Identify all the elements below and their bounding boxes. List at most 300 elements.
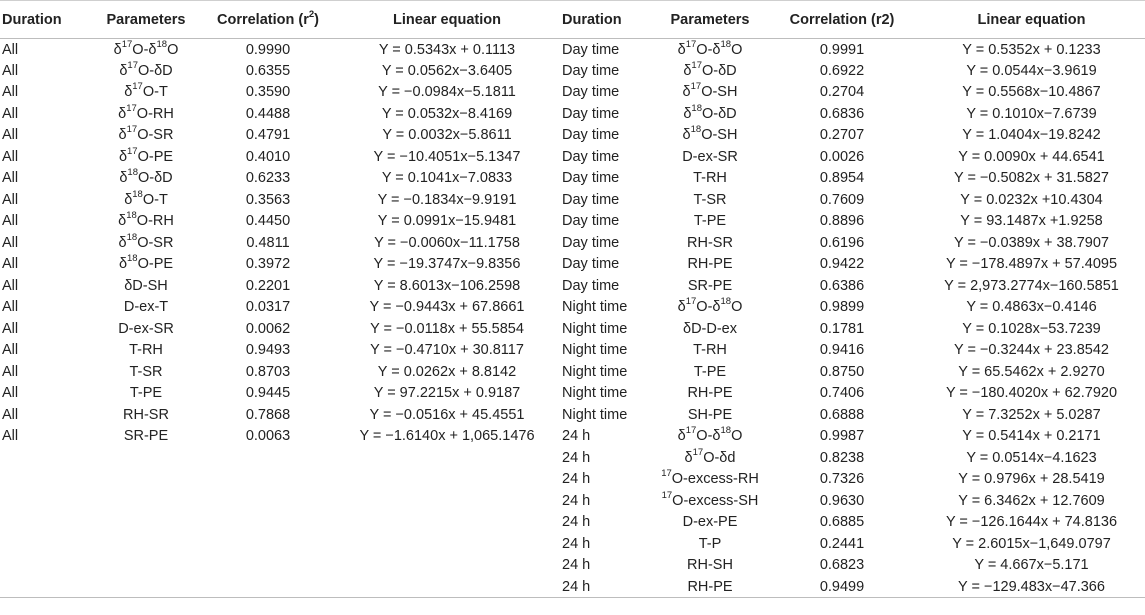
duration-cell: All	[2, 41, 19, 58]
table-row	[0, 275, 1145, 297]
parameter-text: O-δ	[696, 428, 721, 445]
isotope-mass: 17	[126, 124, 138, 136]
parameter-text: O-SH	[701, 84, 738, 101]
isotope-mass: 18	[156, 38, 168, 50]
isotope-mass: 17	[691, 59, 702, 71]
parameter-text: O-δ	[132, 41, 157, 58]
parameter-cell	[654, 103, 766, 125]
correlation-cell: 0.3972	[245, 256, 291, 273]
equation-cell: Y = 0.1028x−53.7239	[962, 320, 1101, 337]
table-row	[0, 426, 1145, 448]
parameter-text: T-RH	[693, 170, 727, 187]
isotope-mass: 17	[685, 38, 697, 50]
table-row	[0, 125, 1145, 147]
isotope-mass: 18	[720, 425, 732, 437]
parameter-text: RH-PE	[687, 578, 733, 595]
parameter-text: RH-PE	[687, 385, 733, 402]
duration-cell: Night time	[562, 363, 628, 380]
parameter-cell	[90, 297, 202, 319]
equation-cell: Y = −0.3244x + 23.8542	[954, 342, 1109, 359]
parameter-cell	[90, 146, 202, 168]
isotope-mass: 18	[126, 231, 138, 243]
equation-cell: Y = −178.4897x + 57.4095	[945, 256, 1118, 273]
equation-cell: Y = −10.4051x−5.1347	[373, 148, 521, 165]
parameter-cell	[90, 383, 202, 405]
equation-cell: Y = 7.3252x + 5.0287	[962, 406, 1101, 423]
delta-symbol: δ	[118, 234, 127, 251]
correlation-cell: 0.8238	[819, 449, 865, 466]
equation-cell: Y = 2,973.2774x−160.5851	[944, 277, 1119, 294]
duration-cell: Day time	[562, 105, 620, 122]
correlation-cell: 0.2441	[819, 535, 865, 552]
duration-cell: Day time	[562, 148, 620, 165]
correlation-cell: 0.9422	[819, 256, 865, 273]
correlation-cell: 0.9987	[819, 428, 865, 445]
equation-cell: Y = 8.6013x−106.2598	[373, 277, 521, 294]
table-row	[0, 232, 1145, 254]
delta-symbol: δ	[113, 41, 122, 58]
parameter-text: D-ex-PE	[682, 514, 738, 531]
duration-cell: All	[2, 234, 19, 251]
table-row	[0, 60, 1145, 82]
correlation-cell: 0.9493	[245, 342, 291, 359]
parameter-text: O-T	[142, 191, 168, 208]
delta-symbol: δ	[683, 62, 692, 79]
header-equation-left: Linear equation	[393, 11, 501, 28]
parameter-cell	[654, 426, 766, 448]
parameter-cell	[90, 82, 202, 104]
equation-cell: Y = 93.1487x +1.9258	[960, 213, 1103, 230]
duration-cell: Day time	[562, 170, 620, 187]
correlation-cell: 0.9445	[245, 385, 291, 402]
isotope-mass: 17	[127, 59, 138, 71]
isotope-mass: 18	[720, 38, 732, 50]
parameter-text: O-RH	[136, 105, 174, 122]
parameter-text: SR-PE	[123, 428, 169, 445]
delta-symbol: δ	[677, 299, 686, 316]
parameter-text: O-PE	[137, 148, 174, 165]
delta-symbol: δ	[124, 191, 133, 208]
table-row	[0, 82, 1145, 104]
parameter-text: SR-PE	[687, 277, 733, 294]
duration-cell: Day time	[562, 234, 620, 251]
duration-cell: Night time	[562, 385, 628, 402]
delta-symbol: δ	[682, 127, 691, 144]
delta-symbol: δ	[684, 449, 693, 466]
parameter-text: O	[167, 41, 179, 58]
isotope-mass: 17	[661, 489, 673, 501]
parameter-cell	[90, 576, 202, 598]
correlation-cell	[202, 533, 334, 555]
delta-symbol: δ	[118, 256, 128, 273]
parameter-cell	[654, 39, 766, 61]
correlation-cell: 0.6922	[819, 62, 865, 79]
equation-cell: Y = 0.0532x−8.4169	[381, 105, 513, 122]
parameter-cell	[654, 383, 766, 405]
duration-cell: 24 h	[562, 428, 591, 445]
duration-cell	[0, 533, 90, 555]
parameter-cell	[654, 82, 766, 104]
duration-cell: Day time	[562, 84, 620, 101]
parameter-text: δD-D-ex	[683, 320, 737, 337]
equation-cell: Y = 6.3462x + 12.7609	[958, 492, 1105, 509]
duration-cell: All	[2, 299, 19, 316]
parameter-cell	[90, 125, 202, 147]
isotope-mass: 17	[685, 296, 697, 308]
table-row	[0, 254, 1145, 276]
isotope-mass: 17	[661, 468, 672, 480]
correlation-cell: 0.6885	[819, 514, 865, 531]
correlation-cell	[202, 469, 334, 491]
parameter-cell	[90, 533, 202, 555]
correlation-cell: 0.9499	[819, 578, 865, 595]
parameter-text: RH-PE	[687, 256, 733, 273]
delta-symbol: δ	[677, 428, 686, 445]
parameter-text: O-excess-RH	[671, 471, 759, 488]
correlation-cell: 0.4811	[246, 234, 290, 251]
isotope-mass: 17	[127, 145, 138, 157]
parameter-cell	[90, 60, 202, 82]
equation-cell: Y = −0.4710x + 30.8117	[370, 342, 524, 359]
duration-cell: Day time	[562, 41, 620, 58]
equation-cell	[334, 576, 560, 598]
equation-cell: Y = 2.6015x−1,649.0797	[952, 535, 1111, 552]
duration-cell: All	[2, 191, 19, 208]
duration-cell	[0, 447, 90, 469]
correlation-cell: 0.6196	[819, 234, 865, 251]
parameter-cell	[90, 469, 202, 491]
parameter-text: T-PE	[693, 213, 727, 230]
table-row	[0, 512, 1145, 534]
duration-cell: All	[2, 256, 19, 273]
equation-cell: Y = 0.9796x + 28.5419	[958, 471, 1105, 488]
isotope-mass: 18	[127, 253, 138, 265]
duration-cell: All	[2, 363, 19, 380]
equation-cell: Y = −180.4020x + 62.7920	[945, 385, 1118, 402]
parameter-text: O-PE	[137, 256, 174, 273]
parameter-cell	[654, 168, 766, 190]
parameter-cell	[654, 125, 766, 147]
correlation-cell: 0.2704	[819, 84, 865, 101]
correlation-cell: 0.2707	[819, 127, 865, 144]
parameter-text: RH-SR	[123, 406, 169, 423]
isotope-mass: 17	[132, 81, 143, 93]
correlation-cell: 0.6888	[819, 406, 865, 423]
header-corr-tail: )	[314, 11, 319, 28]
parameter-text: δD-SH	[124, 277, 168, 294]
table-row	[0, 146, 1145, 168]
duration-cell: 24 h	[562, 514, 591, 531]
table-row	[0, 297, 1145, 319]
correlation-cell: 0.0062	[245, 320, 291, 337]
equation-cell: Y = 0.0032x−5.8611	[382, 127, 512, 144]
delta-symbol: δ	[118, 127, 127, 144]
duration-cell: Day time	[562, 62, 620, 79]
duration-cell	[0, 490, 90, 512]
isotope-mass: 17	[690, 81, 702, 93]
table-row	[0, 447, 1145, 469]
table-row	[0, 168, 1145, 190]
equation-cell: Y = 4.667x−5.171	[974, 557, 1089, 574]
equation-cell: Y = 0.0232x +10.4304	[960, 191, 1103, 208]
correlation-cell	[202, 576, 334, 598]
equation-cell: Y = −0.0516x + 45.4551	[369, 406, 525, 423]
equation-cell: Y = −0.1834x−9.9191	[377, 191, 517, 208]
parameter-text: RH-SR	[687, 234, 733, 251]
equation-cell: Y = −0.0118x + 55.5854	[370, 320, 524, 337]
duration-cell: Night time	[562, 320, 628, 337]
table-row	[0, 318, 1145, 340]
delta-symbol: δ	[118, 105, 127, 122]
correlation-cell: 0.0063	[245, 428, 291, 445]
parameter-cell	[90, 340, 202, 362]
parameter-cell	[90, 447, 202, 469]
parameter-cell	[90, 426, 202, 448]
duration-cell: 24 h	[562, 471, 591, 488]
parameter-cell	[654, 211, 766, 233]
parameter-cell	[90, 318, 202, 340]
correlation-cell: 0.8750	[819, 363, 865, 380]
equation-cell: Y = −0.0060x−11.1758	[374, 234, 520, 251]
parameter-text: T-PE	[693, 363, 727, 380]
equation-cell: Y = 1.0404x−19.8242	[962, 127, 1101, 144]
correlation-cell: 0.9630	[819, 492, 865, 509]
equation-cell: Y = −0.9443x + 67.8661	[369, 299, 525, 316]
table-row	[0, 340, 1145, 362]
correlation-cell: 0.4488	[245, 105, 291, 122]
correlation-cell	[202, 512, 334, 534]
parameter-cell	[654, 189, 766, 211]
parameter-text: O-SR	[137, 234, 174, 251]
duration-cell	[0, 469, 90, 491]
correlation-cell: 0.6823	[819, 557, 865, 574]
parameter-cell	[654, 60, 766, 82]
parameter-cell	[654, 490, 766, 512]
table-row	[0, 189, 1145, 211]
header-duration-left: Duration	[2, 11, 62, 28]
parameter-text: T-P	[698, 535, 722, 552]
parameter-cell	[654, 232, 766, 254]
parameter-text: O-RH	[136, 213, 174, 230]
parameter-cell	[90, 103, 202, 125]
correlation-cell: 0.9991	[819, 41, 865, 58]
isotope-mass: 17	[692, 446, 704, 458]
equation-cell	[334, 447, 560, 469]
duration-cell: All	[2, 428, 19, 445]
parameter-cell	[654, 297, 766, 319]
parameter-text: O-δ	[696, 41, 721, 58]
equation-cell: Y = 97.2215x + 0.9187	[373, 385, 521, 402]
table-row	[0, 211, 1145, 233]
correlation-cell: 0.7406	[819, 385, 865, 402]
parameter-text: O-δD	[702, 105, 737, 122]
parameter-cell	[654, 146, 766, 168]
header-row	[0, 1, 1145, 39]
table-row	[0, 383, 1145, 405]
equation-cell: Y = 0.0262x + 8.8142	[377, 363, 517, 380]
duration-cell: Day time	[562, 256, 620, 273]
equation-cell: Y = 0.4863x−0.4146	[966, 299, 1097, 316]
table-row	[0, 404, 1145, 426]
parameter-cell	[90, 404, 202, 426]
table-body	[0, 39, 1145, 598]
equation-cell	[334, 512, 560, 534]
parameter-text: D-ex-T	[123, 299, 169, 316]
parameter-text: O-δD	[138, 170, 173, 187]
parameter-cell	[90, 211, 202, 233]
parameter-text: SH-PE	[687, 406, 733, 423]
delta-symbol: δ	[118, 213, 127, 230]
duration-cell: All	[2, 62, 19, 79]
correlation-cell	[202, 555, 334, 577]
duration-cell: All	[2, 320, 19, 337]
duration-cell: Night time	[562, 406, 628, 423]
equation-cell	[334, 490, 560, 512]
delta-symbol: δ	[677, 41, 686, 58]
correlation-cell: 0.6386	[819, 277, 865, 294]
duration-cell	[0, 576, 90, 598]
parameter-cell	[654, 447, 766, 469]
parameter-text: RH-SH	[687, 557, 733, 574]
isotope-mass: 18	[126, 210, 137, 222]
header-parameters-left: Parameters	[106, 11, 186, 28]
equation-cell: Y = 0.0991x−15.9481	[377, 213, 517, 230]
header-corr-text: Correlation (r	[217, 11, 309, 28]
table-row	[0, 361, 1145, 383]
parameter-text: T-RH	[693, 342, 727, 359]
delta-symbol: δ	[119, 170, 128, 187]
duration-cell	[0, 512, 90, 534]
parameter-cell	[654, 555, 766, 577]
parameter-text: O-δ	[696, 299, 721, 316]
duration-cell: Day time	[562, 191, 620, 208]
duration-cell: Day time	[562, 277, 620, 294]
header-corr-sup: 2	[308, 8, 315, 20]
equation-cell: Y = 0.5568x−10.4867	[962, 84, 1101, 101]
parameter-cell	[654, 361, 766, 383]
correlation-cell: 0.8703	[245, 363, 291, 380]
isotope-mass: 18	[127, 167, 138, 179]
correlation-cell: 0.4791	[245, 127, 291, 144]
equation-cell: Y = −19.3747x−9.8356	[373, 256, 521, 273]
equation-cell: Y = 0.0514x−4.1623	[966, 449, 1097, 466]
correlation-cell: 0.6355	[245, 62, 291, 79]
correlation-cell: 0.8954	[819, 170, 865, 187]
correlation-cell: 0.7609	[819, 191, 865, 208]
duration-cell: All	[2, 170, 19, 187]
equation-cell	[334, 555, 560, 577]
parameter-text: O	[731, 428, 743, 445]
isotope-mass: 18	[132, 188, 143, 200]
duration-cell: 24 h	[562, 578, 591, 595]
table-row	[0, 469, 1145, 491]
duration-cell: All	[2, 385, 19, 402]
equation-cell: Y = 0.5414x + 0.2171	[962, 428, 1101, 445]
delta-symbol: δ	[119, 62, 128, 79]
table-row	[0, 39, 1145, 61]
parameter-cell	[654, 318, 766, 340]
table-row	[0, 103, 1145, 125]
parameter-cell	[654, 512, 766, 534]
parameter-cell	[90, 275, 202, 297]
parameter-text: O-excess-SH	[672, 492, 759, 509]
duration-cell: All	[2, 84, 19, 101]
correlation-cell: 0.4450	[245, 213, 291, 230]
delta-symbol: δ	[118, 148, 128, 165]
parameter-text: T-SR	[693, 191, 727, 208]
parameter-cell	[654, 404, 766, 426]
parameter-text: O-SH	[701, 127, 738, 144]
correlation-cell: 0.7868	[245, 406, 291, 423]
correlation-cell: 0.3563	[245, 191, 291, 208]
correlation-cell: 0.6233	[245, 170, 291, 187]
isotope-mass: 17	[121, 38, 133, 50]
parameter-text: D-ex-SR	[682, 148, 738, 165]
table-row	[0, 555, 1145, 577]
table-row	[0, 490, 1145, 512]
duration-cell: All	[2, 277, 19, 294]
correlation-cell: 0.1781	[819, 320, 865, 337]
equation-cell: Y = −0.0389x + 38.7907	[954, 234, 1109, 251]
equation-cell	[334, 469, 560, 491]
duration-cell: All	[2, 105, 19, 122]
correlation-cell: 0.6836	[819, 105, 865, 122]
parameter-text: O-δd	[703, 449, 736, 466]
duration-cell: Day time	[562, 127, 620, 144]
parameter-text: T-SR	[129, 363, 163, 380]
equation-cell: Y = 0.5343x + 0.1113	[378, 41, 516, 58]
parameter-cell	[654, 275, 766, 297]
correlation-cell: 0.9899	[819, 299, 865, 316]
equation-cell	[334, 533, 560, 555]
equation-cell: Y = −0.0984x−5.1811	[378, 84, 516, 101]
duration-cell: Night time	[562, 342, 628, 359]
correlation-cell	[202, 447, 334, 469]
duration-cell	[0, 555, 90, 577]
isotope-mass: 18	[691, 102, 702, 114]
parameter-cell	[654, 576, 766, 598]
parameter-text: O	[731, 299, 743, 316]
parameter-cell	[90, 490, 202, 512]
correlation-cell: 0.8896	[819, 213, 865, 230]
isotope-mass: 18	[720, 296, 732, 308]
parameter-text: O-SR	[137, 127, 174, 144]
duration-cell: 24 h	[562, 535, 591, 552]
parameter-text: O-δD	[702, 62, 737, 79]
duration-cell: All	[2, 342, 19, 359]
parameter-cell	[654, 254, 766, 276]
header-equation-right: Linear equation	[977, 11, 1086, 28]
parameter-cell	[90, 254, 202, 276]
header-duration-right: Duration	[562, 11, 622, 28]
parameter-text: T-PE	[129, 385, 163, 402]
table-row	[0, 576, 1145, 598]
duration-cell: All	[2, 406, 19, 423]
duration-cell: Night time	[562, 299, 628, 316]
equation-cell: Y = −126.1644x + 74.8136	[945, 514, 1118, 531]
parameter-text: O-δD	[138, 62, 173, 79]
equation-cell: Y = −129.483x−47.366	[958, 578, 1105, 595]
isotope-mass: 17	[685, 425, 697, 437]
duration-cell: 24 h	[562, 557, 591, 574]
parameter-cell	[90, 232, 202, 254]
delta-symbol: δ	[683, 105, 692, 122]
correlation-cell	[202, 490, 334, 512]
equation-cell: Y = 0.5352x + 0.1233	[962, 41, 1101, 58]
parameter-cell	[654, 469, 766, 491]
duration-cell: All	[2, 148, 19, 165]
correlation-cell: 0.2201	[245, 277, 291, 294]
